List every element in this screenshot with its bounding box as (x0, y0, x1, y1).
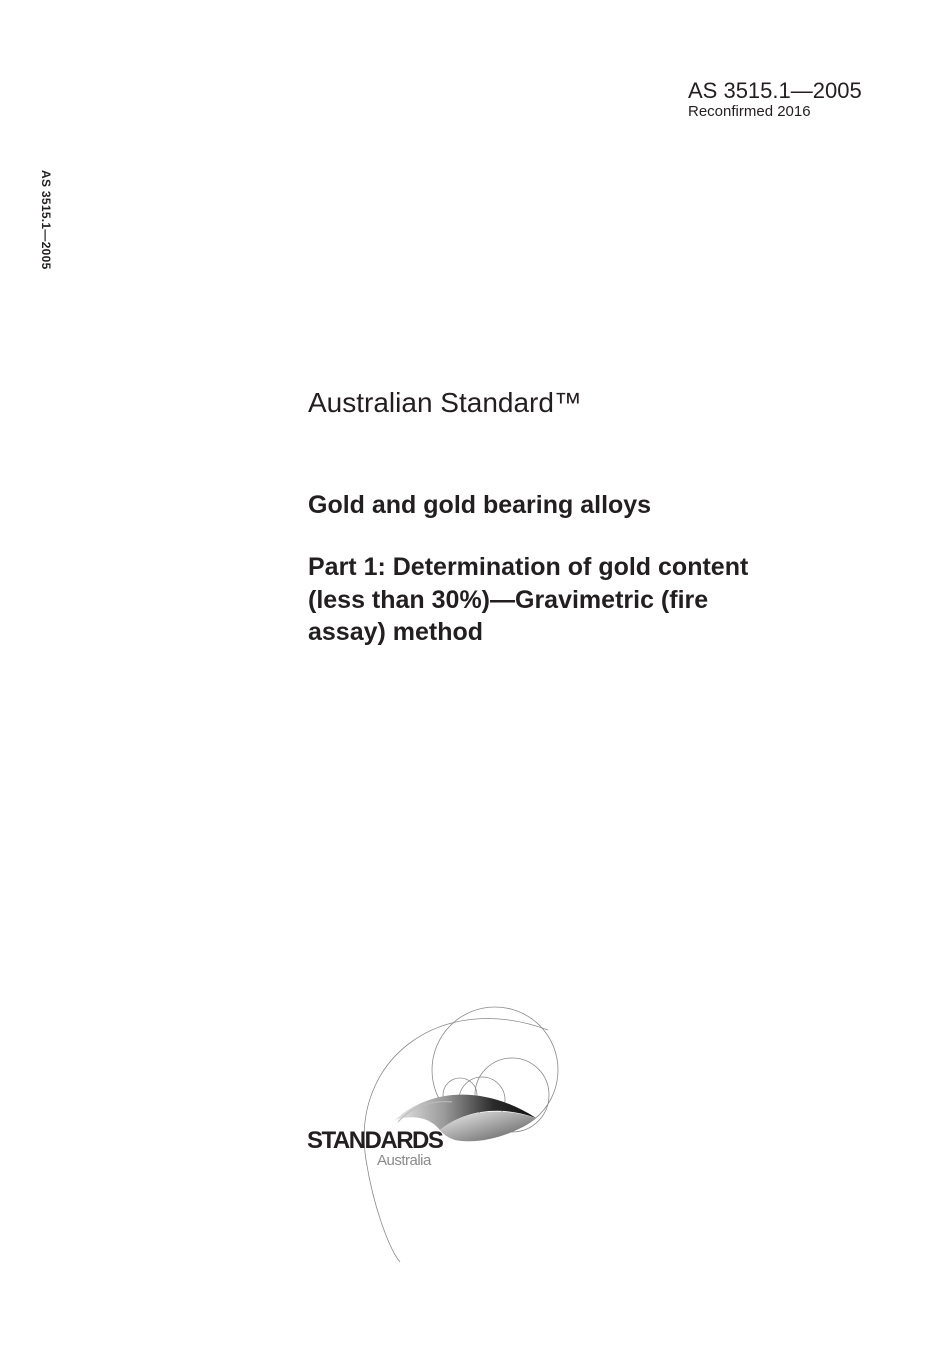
part-title-line: assay) method (308, 618, 484, 646)
standard-type-heading: Australian Standard™ (308, 387, 582, 418)
part-title-line: (less than 30%)—Gravimetric (fire (308, 585, 709, 614)
part-title (308, 551, 848, 649)
logo-wordmark: STANDARDS (307, 1127, 443, 1154)
spine-document-number: AS 3515.1—2005 (39, 170, 53, 270)
logo-subtitle: Australia (377, 1152, 431, 1169)
standard-title: Gold and gold bearing alloys (308, 491, 652, 519)
document-number: AS 3515.1—2005 (688, 78, 862, 103)
standards-australia-logo (290, 1000, 590, 1270)
part-title-line: Part 1: Determination of gold content (308, 553, 749, 581)
reconfirmed-note: Reconfirmed 2016 (688, 103, 811, 120)
